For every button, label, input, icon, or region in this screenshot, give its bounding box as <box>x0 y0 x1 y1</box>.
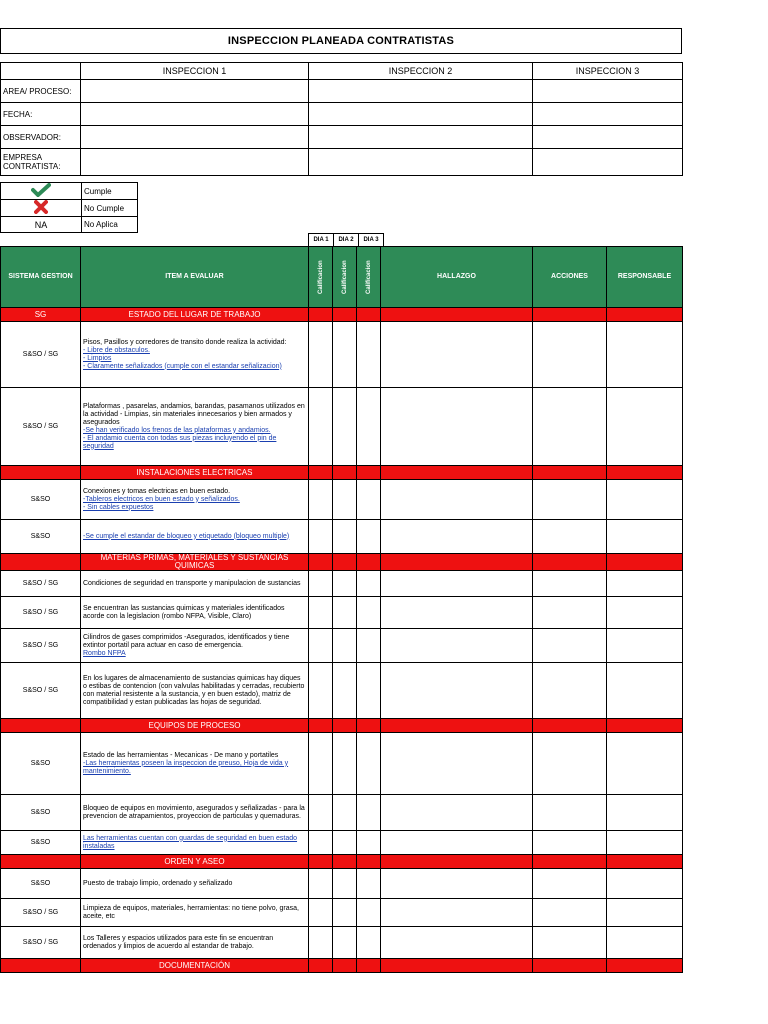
table-row <box>1 388 683 466</box>
section-blank-cell <box>607 855 683 869</box>
item-cell <box>81 869 309 899</box>
legend-na-symbol: NA <box>1 217 82 233</box>
red-x-icon <box>34 200 48 216</box>
item-text: Se encuentran las sustancias quimicas y materiales identificados acorde con la legislacion (rombo NFPA, Visible, Claro) <box>83 604 285 620</box>
dia-1-score-cell[interactable] <box>309 322 333 388</box>
dia-2-score-cell[interactable] <box>333 629 357 663</box>
dia-1-score-cell[interactable] <box>309 869 333 899</box>
section-blank-cell <box>533 466 607 480</box>
fecha-field-3[interactable] <box>533 103 683 126</box>
sistema-cell: S&SO / SG <box>1 322 81 388</box>
acciones-cell[interactable] <box>533 831 607 855</box>
dia-3-score-cell[interactable] <box>357 571 381 597</box>
section-blank-cell <box>533 855 607 869</box>
dia-1-score-cell[interactable] <box>309 520 333 554</box>
section-title: ESTADO DEL LUGAR DE TRABAJO <box>81 308 309 322</box>
section-blank-cell <box>357 554 381 571</box>
fecha-label: FECHA: <box>1 103 81 126</box>
observador-field-3[interactable] <box>533 126 683 149</box>
dia-3-score-cell[interactable] <box>357 629 381 663</box>
dia-3-score-cell[interactable] <box>357 795 381 831</box>
item-text: Bloqueo de equipos en movimiento, asegurados y señalizadas - para la prevencion de atrapamientos, proyeccion de particulas y quemaduras. <box>83 804 305 820</box>
dia-1-score-cell[interactable] <box>309 480 333 520</box>
acciones-cell[interactable] <box>533 869 607 899</box>
empresa-contratista-label: EMPRESA CONTRATISTA: <box>1 149 81 176</box>
sistema-cell: S&SO / SG <box>1 388 81 466</box>
section-blank-cell <box>309 554 333 571</box>
calificacion-header-1: Calificacion <box>309 247 333 308</box>
evaluation-table <box>0 246 683 973</box>
empresa-field-1[interactable] <box>81 149 309 176</box>
sistema-cell: S&SO / SG <box>1 899 81 927</box>
responsable-cell[interactable] <box>607 795 683 831</box>
item-cell <box>81 322 309 388</box>
item-link[interactable]: - Libre de obstaculos. <box>83 346 150 354</box>
table-row <box>1 733 683 795</box>
dia-1-score-cell[interactable] <box>309 629 333 663</box>
legend-check-cell <box>1 183 82 200</box>
hallazgo-cell[interactable] <box>381 480 533 520</box>
section-blank-cell <box>333 855 357 869</box>
responsable-cell[interactable] <box>607 927 683 959</box>
section-sg-cell <box>1 959 81 973</box>
section-blank-cell <box>381 719 533 733</box>
dia-3-score-cell[interactable] <box>357 831 381 855</box>
section-blank-cell <box>333 308 357 322</box>
acciones-cell[interactable] <box>533 388 607 466</box>
table-row <box>1 322 683 388</box>
acciones-cell[interactable] <box>533 571 607 597</box>
dia-2-score-cell[interactable] <box>333 733 357 795</box>
legend-x-cell <box>1 200 82 217</box>
item-link[interactable]: Las herramientas cuentan con guardas de seguridad en buen estado instaladas <box>83 834 298 850</box>
item-cell <box>81 388 309 466</box>
item-text: Limpieza de equipos, materiales, herramientas: no tiene polvo, grasa, aceite, etc <box>83 904 299 920</box>
item-link[interactable]: - Claramente señalizados (cumple con el estandar señalizacion) <box>83 362 282 370</box>
observador-label: OBSERVADOR: <box>1 126 81 149</box>
responsable-cell[interactable] <box>607 899 683 927</box>
section-blank-cell <box>333 554 357 571</box>
inspection-1-header: INSPECCION 1 <box>81 63 309 80</box>
item-text: Pisos, Pasillos y corredores de transito donde realiza la actividad: <box>83 338 287 346</box>
hallazgo-cell[interactable] <box>381 629 533 663</box>
day-1-label: DIA 1 <box>309 234 334 247</box>
sistema-cell: S&SO / SG <box>1 597 81 629</box>
day-labels <box>308 233 384 247</box>
hallazgo-cell[interactable] <box>381 663 533 719</box>
item-cell <box>81 831 309 855</box>
table-row <box>1 629 683 663</box>
dia-3-score-cell[interactable] <box>357 663 381 719</box>
area-proceso-field-3[interactable] <box>533 80 683 103</box>
responsable-cell[interactable] <box>607 520 683 554</box>
section-blank-cell <box>309 959 333 973</box>
section-blank-cell <box>309 308 333 322</box>
acciones-cell[interactable] <box>533 927 607 959</box>
dia-2-score-cell[interactable] <box>333 322 357 388</box>
section-blank-cell <box>381 855 533 869</box>
sistema-cell: S&SO / SG <box>1 927 81 959</box>
section-blank-cell <box>309 719 333 733</box>
section-title: DOCUMENTACIÓN <box>81 959 309 973</box>
section-blank-cell <box>533 554 607 571</box>
item-text: En los lugares de almacenamiento de sustancias quimicas hay diques o estibas de contencion (con valvulas habilitadas y cerradas, recubierto con material resistente a la sustancia, y en buen estado), matriz de compatibilidad y estan publicadas las hojas de seguridad. <box>83 674 305 706</box>
item-cell <box>81 795 309 831</box>
item-text: Los Talleres y espacios utilizados para este fin se encuentran ordenados y limpios de acuerdo al estandar de trabajo. <box>83 934 274 950</box>
sistema-cell: S&SO / SG <box>1 663 81 719</box>
section-blank-cell <box>333 719 357 733</box>
item-link[interactable]: -Tableros electricos en buen estado y señalizados. <box>83 495 240 503</box>
sistema-cell: S&SO / SG <box>1 629 81 663</box>
section-blank-cell <box>309 855 333 869</box>
hallazgo-cell[interactable] <box>381 571 533 597</box>
hallazgo-cell[interactable] <box>381 597 533 629</box>
table-row <box>1 927 683 959</box>
dia-3-score-cell[interactable] <box>357 322 381 388</box>
dia-1-score-cell[interactable] <box>309 831 333 855</box>
dia-3-score-cell[interactable] <box>357 520 381 554</box>
hallazgo-cell[interactable] <box>381 831 533 855</box>
responsable-header: RESPONSABLE <box>607 247 683 308</box>
observador-field-1[interactable] <box>81 126 309 149</box>
area-proceso-field-1[interactable] <box>81 80 309 103</box>
legend-label-no-aplica: No Aplica <box>82 217 138 233</box>
green-check-icon <box>31 183 51 199</box>
dia-1-score-cell[interactable] <box>309 899 333 927</box>
section-blank-cell <box>381 554 533 571</box>
dia-1-score-cell[interactable] <box>309 663 333 719</box>
hallazgo-cell[interactable] <box>381 733 533 795</box>
acciones-cell[interactable] <box>533 322 607 388</box>
section-blank-cell <box>607 554 683 571</box>
acciones-cell[interactable] <box>533 520 607 554</box>
acciones-header: ACCIONES <box>533 247 607 308</box>
item-cell <box>81 520 309 554</box>
table-row <box>1 480 683 520</box>
calificacion-header-3: Calificacion <box>357 247 381 308</box>
acciones-cell[interactable] <box>533 899 607 927</box>
inspection-2-header: INSPECCION 2 <box>309 63 533 80</box>
dia-2-score-cell[interactable] <box>333 831 357 855</box>
legend-label-no-cumple: No Cumple <box>82 200 138 217</box>
responsable-cell[interactable] <box>607 869 683 899</box>
section-blank-cell <box>357 308 381 322</box>
responsable-cell[interactable] <box>607 571 683 597</box>
hallazgo-cell[interactable] <box>381 899 533 927</box>
responsable-cell[interactable] <box>607 629 683 663</box>
dia-1-score-cell[interactable] <box>309 597 333 629</box>
fecha-field-1[interactable] <box>81 103 309 126</box>
table-row <box>1 663 683 719</box>
responsable-cell[interactable] <box>607 480 683 520</box>
responsable-cell[interactable] <box>607 831 683 855</box>
dia-1-score-cell[interactable] <box>309 571 333 597</box>
day-3-label: DIA 3 <box>359 234 384 247</box>
observador-field-2[interactable] <box>309 126 533 149</box>
hallazgo-cell[interactable] <box>381 869 533 899</box>
section-title: INSTALACIONES ELECTRICAS <box>81 466 309 480</box>
item-link[interactable]: -Las herramientas poseen la inspeccion de preuso, Hoja de vida y mantenimiento. <box>83 759 289 775</box>
item-link[interactable]: -Se cumple el estandar de bloqueo y etiquetado (bloqueo multiple) <box>83 532 290 540</box>
table-row <box>1 597 683 629</box>
dia-2-score-cell[interactable] <box>333 927 357 959</box>
day-2-label: DIA 2 <box>334 234 359 247</box>
dia-1-score-cell[interactable] <box>309 388 333 466</box>
section-header-row <box>1 554 683 571</box>
section-title: MATERIAS PRIMAS, MATERIALES Y SUSTANCIAS QUIMICAS <box>81 554 309 571</box>
item-text: Estado de las herramientas - Mecanicas - De mano y portatiles <box>83 751 279 759</box>
empresa-field-2[interactable] <box>309 149 533 176</box>
acciones-cell[interactable] <box>533 663 607 719</box>
sistema-cell: S&SO <box>1 480 81 520</box>
table-row <box>1 869 683 899</box>
table-row <box>1 520 683 554</box>
dia-2-score-cell[interactable] <box>333 520 357 554</box>
responsable-cell[interactable] <box>607 388 683 466</box>
item-cell <box>81 663 309 719</box>
item-cell <box>81 629 309 663</box>
item-cell <box>81 597 309 629</box>
sistema-cell: S&SO <box>1 869 81 899</box>
header-blank-cell <box>1 63 81 80</box>
form-title: INSPECCION PLANEADA CONTRATISTAS <box>0 28 682 54</box>
dia-2-score-cell[interactable] <box>333 597 357 629</box>
dia-2-score-cell[interactable] <box>333 869 357 899</box>
acciones-cell[interactable] <box>533 733 607 795</box>
acciones-cell[interactable] <box>533 629 607 663</box>
item-cell <box>81 480 309 520</box>
section-blank-cell <box>357 855 381 869</box>
dia-3-score-cell[interactable] <box>357 869 381 899</box>
item-cell <box>81 571 309 597</box>
empresa-field-3[interactable] <box>533 149 683 176</box>
section-sg-cell: SG <box>1 308 81 322</box>
section-header-row <box>1 466 683 480</box>
hallazgo-header: HALLAZGO <box>381 247 533 308</box>
dia-2-score-cell[interactable] <box>333 795 357 831</box>
item-link[interactable]: Rombo NFPA <box>83 649 126 657</box>
dia-3-score-cell[interactable] <box>357 927 381 959</box>
section-blank-cell <box>607 719 683 733</box>
responsable-cell[interactable] <box>607 733 683 795</box>
dia-3-score-cell[interactable] <box>357 388 381 466</box>
legend-label-cumple: Cumple <box>82 183 138 200</box>
sistema-cell: S&SO <box>1 520 81 554</box>
item-cell <box>81 733 309 795</box>
responsable-cell[interactable] <box>607 597 683 629</box>
hallazgo-cell[interactable] <box>381 388 533 466</box>
item-text: Puesto de trabajo limpio, ordenado y señalizado <box>83 879 233 887</box>
section-header-row <box>1 308 683 322</box>
inspection-header-table <box>0 62 683 176</box>
sistema-cell: S&SO <box>1 831 81 855</box>
sistema-gestion-header: SISTEMA GESTION <box>1 247 81 308</box>
responsable-cell[interactable] <box>607 322 683 388</box>
acciones-cell[interactable] <box>533 597 607 629</box>
acciones-cell[interactable] <box>533 795 607 831</box>
dia-2-score-cell[interactable] <box>333 899 357 927</box>
section-sg-cell <box>1 466 81 480</box>
section-blank-cell <box>381 308 533 322</box>
section-blank-cell <box>533 959 607 973</box>
calificacion-header-2: Calificacion <box>333 247 357 308</box>
item-text: Plataformas , pasarelas, andamios, barandas, pasamanos utilizados en la actividad - Limpias, sin materiales innecesarios y bien armados y asegurados <box>83 402 305 426</box>
table-row <box>1 831 683 855</box>
section-blank-cell <box>333 959 357 973</box>
dia-3-score-cell[interactable] <box>357 597 381 629</box>
hallazgo-cell[interactable] <box>381 520 533 554</box>
section-blank-cell <box>333 466 357 480</box>
section-title: ORDEN Y ASEO <box>81 855 309 869</box>
legend-table <box>0 182 138 233</box>
sistema-cell: S&SO <box>1 795 81 831</box>
area-proceso-label: AREA/ PROCESO: <box>1 80 81 103</box>
item-evaluar-header: ITEM A EVALUAR <box>81 247 309 308</box>
section-header-row <box>1 959 683 973</box>
item-link[interactable]: - Limpios <box>83 354 112 362</box>
responsable-cell[interactable] <box>607 663 683 719</box>
section-blank-cell <box>607 466 683 480</box>
dia-3-score-cell[interactable] <box>357 480 381 520</box>
item-cell <box>81 899 309 927</box>
item-text: Condiciones de seguridad en transporte y manipulacion de sustancias <box>83 579 301 587</box>
item-text: Conexiones y tomas electricas en buen estado. <box>83 487 231 495</box>
item-link[interactable]: - El andamio cuenta con todas sus piezas incluyendo el pin de seguridad <box>83 434 277 450</box>
hallazgo-cell[interactable] <box>381 927 533 959</box>
section-header-row <box>1 855 683 869</box>
dia-1-score-cell[interactable] <box>309 927 333 959</box>
section-header-row <box>1 719 683 733</box>
item-text: Cilindros de gases comprimidos -Asegurados, identificados y tiene extintor portatil para actuar en caso de emergencia. <box>83 633 290 649</box>
section-blank-cell <box>381 466 533 480</box>
inspection-3-header: INSPECCION 3 <box>533 63 683 80</box>
section-sg-cell <box>1 554 81 571</box>
dia-2-score-cell[interactable] <box>333 663 357 719</box>
fecha-field-2[interactable] <box>309 103 533 126</box>
section-sg-cell <box>1 855 81 869</box>
section-blank-cell <box>357 959 381 973</box>
section-blank-cell <box>357 719 381 733</box>
item-link[interactable]: - Sin cables expuestos <box>83 503 154 511</box>
dia-2-score-cell[interactable] <box>333 571 357 597</box>
area-proceso-field-2[interactable] <box>309 80 533 103</box>
section-blank-cell <box>607 308 683 322</box>
item-link[interactable]: -Se han verificado los frenos de las plataformas y andamios. <box>83 426 271 434</box>
table-row <box>1 899 683 927</box>
hallazgo-cell[interactable] <box>381 795 533 831</box>
table-row <box>1 571 683 597</box>
item-cell <box>81 927 309 959</box>
hallazgo-cell[interactable] <box>381 322 533 388</box>
section-blank-cell <box>607 959 683 973</box>
dia-3-score-cell[interactable] <box>357 899 381 927</box>
section-sg-cell <box>1 719 81 733</box>
dia-1-score-cell[interactable] <box>309 795 333 831</box>
dia-3-score-cell[interactable] <box>357 733 381 795</box>
section-blank-cell <box>381 959 533 973</box>
section-title: EQUIPOS DE PROCESO <box>81 719 309 733</box>
section-blank-cell <box>533 308 607 322</box>
dia-1-score-cell[interactable] <box>309 733 333 795</box>
dia-2-score-cell[interactable] <box>333 388 357 466</box>
dia-2-score-cell[interactable] <box>333 480 357 520</box>
acciones-cell[interactable] <box>533 480 607 520</box>
section-blank-cell <box>533 719 607 733</box>
sistema-cell: S&SO / SG <box>1 571 81 597</box>
section-blank-cell <box>309 466 333 480</box>
table-row <box>1 795 683 831</box>
sistema-cell: S&SO <box>1 733 81 795</box>
section-blank-cell <box>357 466 381 480</box>
